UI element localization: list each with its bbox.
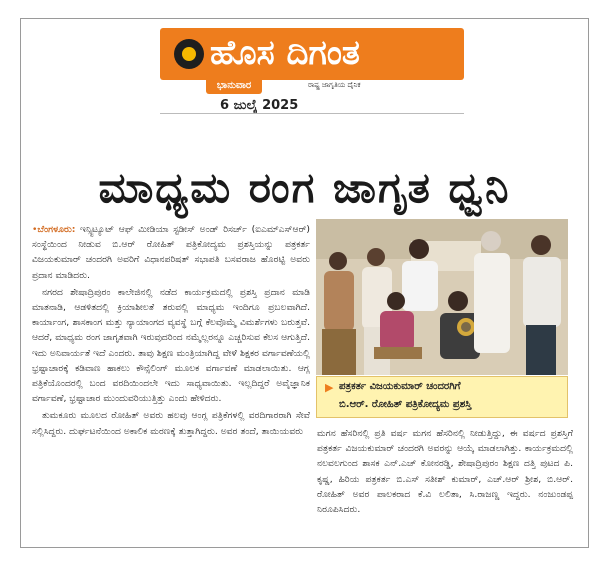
article-paragraph: ಮಗನ ಹೆಸರಿನಲ್ಲಿ ಪ್ರತಿ ವರ್ಷ ಮಗನ ಹೆಸರಿನಲ್ಲಿ ನೀಡುತ್ತಿದ್ದು, ಈ ವರ್ಷದ ಪ್ರಶಸ್ತಿಗೆ ಪತ್ರಕರ್ತ ವಿಜಯಕುಮಾರ್ ಚಂದರಗಿ ಅವರನ್ನು ಆಯ್ಕೆ ಮಾಡಲಾಗಿತ್ತು. ಕಾರ್ಯಕ್ರಮದಲ್ಲಿ ನಲವಲಗುಂದ ಶಾಸಕ ಎನ್.ಎಚ್ ಕೋನರಡ್ಡಿ, ಶೇಷಾದ್ರಿಪುರಂ ಶಿಕ್ಷಣ ದತ್ತಿ ಪುಟದ ಪಿ. ಕೃಷ್ಣ, ಹಿರಿಯ ಪತ್ರಕರ್ತ ಬಿ.ಎಸ್ ಸತೀಶ್ ಕುಮಾರ್, ಎಚ್.ಆರ್ ಶ್ರೀಶ, ಬಿ.ಆರ್. ರೋಹಿತ್ ಅವರ ಪಾಲಕರಾದ ಕೆ.ವಿ ಲಲಿತಾ, ಸಿ.ರಾಜಣ್ಣ ಇದ್ದರು. ನಂಜುಂಡಪ್ಪ ನಿರೂಪಿಸಿದರು. <box>317 428 573 516</box>
caption-line-2: ಬಿ.ಆರ್. ರೋಹಿತ್ ಪತ್ರಿಕೋದ್ಯಮ ಪ್ರಶಸ್ತಿ <box>339 399 472 410</box>
article-headline: ಮಾಧ್ಯಮ ರಂಗ ಜಾಗೃತ ಧ್ವನಿ <box>98 163 511 212</box>
masthead-logo-bar <box>160 28 464 80</box>
photo-caption <box>316 376 568 418</box>
article-dateline: ಬೆಂಗಳೂರು: <box>37 224 76 235</box>
article-paragraph: ನಗರದ ಶೇಷಾದ್ರಿಪುರಂ ಕಾಲೇಜಿನಲ್ಲಿ ನಡೆದ ಕಾರ್ಯಕ್ರಮದಲ್ಲಿ ಪ್ರಶಸ್ತಿ ಪ್ರದಾನ ಮಾಡಿ ಮಾತನಾಡಿ, ಆಡಳಿತದಲ್ಲಿ ಕ್ರಿಯಾಶೀಲತೆ ತರುವಲ್ಲಿ ಮಾಧ್ಯಮ ಇಂದಿಗೂ ಪ್ರಬಲವಾಗಿದೆ. ಕಾರ್ಯಾಂಗ, ಶಾಸಕಾಂಗ ಮತ್ತು ನ್ಯಾಯಾಂಗದ ವ್ಯವಸ್ಥೆ ಬಗ್ಗೆ ಕೆಲವೊಮ್ಮೆ ವಿಮರ್ಶೆಗಳು ಬರುತ್ತವೆ. ಆದರೆ, ಮಾಧ್ಯಮ ರಂಗ ಜಾಗೃತವಾಗಿ ಇರುವುದರಿಂದ ನಮ್ಮೆಲ್ಲರನ್ನೂ ಎಚ್ಚರಿಸುವ ಕೆಲಸ ಆಗುತ್ತಿದೆ. ಇದು ಅನಿವಾರ್ಯತೆ ಇದೆ ಎಂದರು. ತಾವು ಶಿಕ್ಷಣ ಮಂತ್ರಿಯಾಗಿದ್ದ ವೇಳೆ ಶಿಕ್ಷಕರ ವರ್ಗಾವಣೆಯಲ್ಲಿ ಭ್ರಷ್ಟಾಚಾರಕ್ಕೆ ಕಡಿವಾಣ ಹಾಕಲು ಕೌನ್ಸೆಲಿಂಗ್ ಮೂಲಕ ವರ್ಗಾವಣೆ ಮಾಡಲಾಯಿತು. ಆಗ್ಲ ಪತ್ರಿಕೆಯೊಂದರಲ್ಲಿ ಬಂದ ವರದಿಯಿಂದಲೇ ಇದು ಸಾಧ್ಯವಾಯಿತು. ಇಲ್ಲದಿದ್ದರೆ ಅವೈಜ್ಞಾನಿಕ ವರ್ಗಾವಣೆ, ಭ್ರಷ್ಟಾಚಾರ ಮುಂದುವರಿಯುತ್ತಿತ್ತು ಎಂದು ಹೇಳಿದರು. <box>32 286 310 405</box>
article-photo <box>316 219 568 375</box>
paragraph-text: ಇನ್ಸ್ಟಿಟ್ಯೂಟ್ ಆಫ್ ಮೀಡಿಯಾ ಸ್ಟಡೀಸ್ ಅಂಡ್ ರಿಸರ್ಚ್ (ಐಎಮ್‌ಎಸ್‌ಆರ್) ಸಂಸ್ಥೆಯಿಂದ ನೀಡುವ ಬಿ.ಆರ್ ರೋಹಿತ್ ಪತ್ರಿಕೋದ್ಯಮ ಪ್ರಶಸ್ತಿಯನ್ನು ಪತ್ರಕರ್ತ ವಿಜಯಕುಮಾರ್ ಚಂದರಗಿ ಅವರಿಗೆ ವಿಧಾನಪರಿಷತ್ ಸಭಾಪತಿ ಬಸವರಾಜ ಹೊರಟ್ಟಿ ಅವರು ಪ್ರದಾನ ಮಾಡಿದರು. <box>32 224 310 281</box>
masthead-divider <box>160 113 464 114</box>
newspaper-name: ಹೊಸ ದಿಗಂತ <box>210 33 360 73</box>
article-left-column <box>32 222 310 441</box>
newspaper-emblem-icon <box>174 39 204 69</box>
article-paragraph: ತುಮಕೂರು ಮೂಲದ ರೋಹಿತ್ ಅವರು ಹಲವು ಆಂಗ್ಲ ಪತ್ರಿಕೆಗಳಲ್ಲಿ ವರದಿಗಾರರಾಗಿ ಸೇವೆ ಸಲ್ಲಿಸಿದ್ದರು. ದುರ್ಘಟನೆಯಿಂದ ಅಕಾಲಿಕ ಮರಣಕ್ಕೆ ತುತ್ತಾಗಿದ್ದರು. ಅವರ ತಂದೆ, ತಾಯಿಯವರು <box>32 410 310 437</box>
masthead <box>160 28 464 118</box>
issue-date: 6 ಜುಲೈ 2025 <box>220 98 299 113</box>
bullet-icon: • <box>32 224 38 235</box>
newspaper-tagline: ರಾಷ್ಟ್ರ ಜಾಗೃತಿಯ ದೈನಿಕ <box>308 81 361 89</box>
issue-day: ಭಾನುವಾರ <box>206 78 262 94</box>
article-right-column <box>317 426 573 517</box>
caption-line-1: ಪತ್ರಕರ್ತ ವಿಜಯಕುಮಾರ್ ಚಂದರಗಿಗೆ <box>339 381 461 392</box>
article-paragraph <box>32 222 310 283</box>
arrow-icon: ▶ <box>325 381 334 394</box>
